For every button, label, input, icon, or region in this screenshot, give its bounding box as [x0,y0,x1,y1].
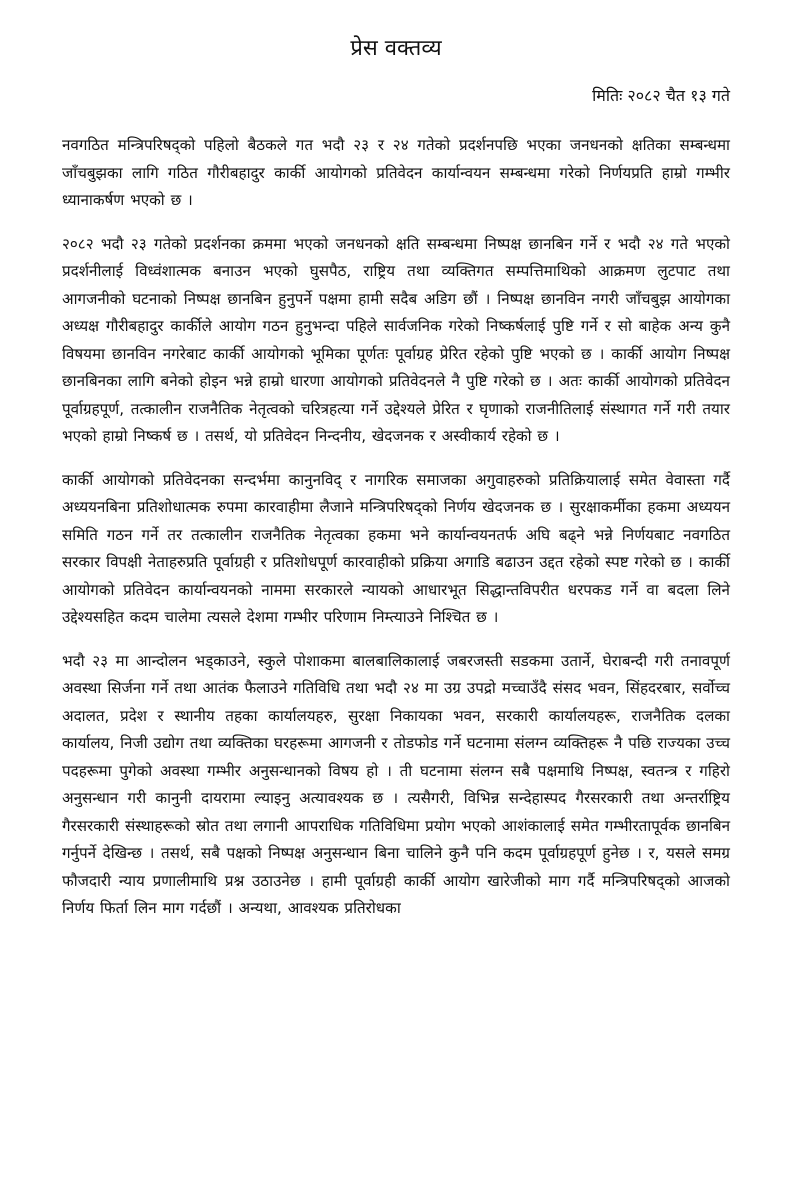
paragraph-1: नवगठित मन्त्रिपरिषद्को पहिलो बैठकले गत भदौ २३ र २४ गतेको प्रदर्शनपछि भएका जनधनको क्षतिका सम्बन्धमा जाँचबुझका लागि गठित गौरीबहादुर कार्की आयोगको प्रतिवेदन कार्यान्वयन सम्बन्धमा गरेको निर्णयप्रति हाम्रो गम्भीर ध्यानाकर्षण भएको छ । [62,136,730,209]
paragraph-2: २०८२ भदौ २३ गतेको प्रदर्शनका क्रममा भएको जनधनको क्षति सम्बन्धमा निष्पक्ष छानबिन गर्ने र भदौ २४ गते भएको प्रदर्शनीलाई विध्वंशात्मक बनाउन भएको घुसपैठ, राष्ट्रिय तथा व्यक्तिगत सम्पत्तिमाथिको आक्रमण लुटपाट तथा आगजनीको घटनाको निष्पक्ष छानबिन हुनुपर्ने पक्षमा हामी सदैब अडिग छौं । निष्पक्ष छानविन नगरी जाँचबुझ आयोगका अध्यक्ष गौरीबहादुर कार्कीले आयोग गठन हुनुभन्दा पहिले सार्वजनिक गरेको निष्कर्षलाई पुष्टि गर्ने र सो बाहेक अन्य कुनै विषयमा छानविन नगरेबाट कार्की आयोगको भूमिका पूर्णतः पूर्वाग्रह प्रेरित रहेको पुष्टि भएको छ । कार्की आयोग निष्पक्ष छानबिनका लागि बनेको होइन भन्ने हाम्रो धारणा आयोगको प्रतिवेदनले नै पुष्टि गरेको छ । अतः कार्की आयोगको प्रतिवेदन पूर्वाग्रहपूर्ण, तत्कालीन राजनैतिक नेतृत्वको चरित्रहत्या गर्ने उद्देश्यले प्रेरित र घृणाको राजनीतिलाई संस्थागत गर्ने गरी तयार भएको हाम्रो निष्कर्ष छ । तसर्थ, यो प्रतिवेदन निन्दनीय, खेदजनक र अस्वीकार्य रहेको छ । [62,234,730,445]
paragraph-4: भदौ २३ मा आन्दोलन भड्काउने, स्कुले पोशाकमा बालबालिकालाई जबरजस्ती सडकमा उतार्ने, घेराबन्दी गरी तनावपूर्ण अवस्था सिर्जना गर्ने तथा आतंक फैलाउने गतिविधि तथा भदौ २४ मा उग्र उपद्रो मच्चाउँदै संसद भवन, सिंहदरबार, सर्वोच्च अदालत, प्रदेश र स्थानीय तहका कार्यालयहरु, सुरक्षा निकायका भवन, सरकारी कार्यालयहरू, राजनैतिक दलका कार्यालय, निजी उद्योग तथा व्यक्तिका घरहरूमा आगजनी र तोडफोड गर्ने घटनामा संलग्न व्यक्तिहरू नै पछि राज्यका उच्च पदहरूमा पुगेको अवस्था गम्भीर अनुसन्धानको विषय हो । ती घटनामा संलग्न सबै पक्षमाथि निष्पक्ष, स्वतन्त्र र गहिरो अनुसन्धान गरी कानुनी दायरामा ल्याइनु अत्यावश्यक छ । त्यसैगरी, विभिन्न सन्देहास्पद गैरसरकारी तथा अन्तर्राष्ट्रिय गैरसरकारी संस्थाहरूको स्रोत तथा लगानी आपराधिक गतिविधिमा प्रयोग भएको आशंकालाई समेत गम्भीरतापूर्वक छानबिन गर्नुपर्ने देखिन्छ । तसर्थ, सबै पक्षको निष्पक्ष अनुसन्धान बिना चालिने कुनै पनि कदम पूर्वाग्रहपूर्ण हुनेछ । र, यसले समग्र फौजदारी न्याय प्रणालीमाथि प्रश्न उठाउनेछ । हामी पूर्वाग्रही कार्की आयोग खारेजीको माग गर्दै मन्त्रिपरिषद्को आजको निर्णय फिर्ता लिन माग गर्दछौं । अन्यथा, आवश्यक प्रतिरोधका [62,651,730,917]
document-title: प्रेस वक्तव्य [350,36,442,61]
document-date: मितिः २०८२ चैत १३ गते [592,86,730,105]
paragraph-3: कार्की आयोगको प्रतिवेदनका सन्दर्भमा कानुनविद् र नागरिक समाजका अगुवाहरुको प्रतिक्रियालाई समेत वेवास्ता गर्दै अध्ययनबिना प्रतिशोधात्मक रुपमा कारवाहीमा लैजाने मन्त्रिपरिषद्को निर्णय खेदजनक छ । सुरक्षाकर्मीका हकमा अध्ययन समिति गठन गर्ने तर तत्कालीन राजनैतिक नेतृत्वका हकमा भने कार्यान्वयनतर्फ अघि बढ्ने भन्ने निर्णयबाट नवगठित सरकार विपक्षी नेताहरुप्रति पूर्वाग्रही र प्रतिशोधपूर्ण कारवाहीको प्रक्रिया अगाडि बढाउन उद्दत रहेको स्पष्ट गरेको छ । कार्की आयोगको प्रतिवेदन कार्यान्वयनको नाममा सरकारले न्यायको आधारभूत सिद्धान्तविपरीत धरपकड गर्ने वा बदला लिने उद्देश्यसहित कदम चालेमा त्यसले देशमा गम्भीर परिणाम निम्त्याउने निश्चित छ । [62,470,730,626]
